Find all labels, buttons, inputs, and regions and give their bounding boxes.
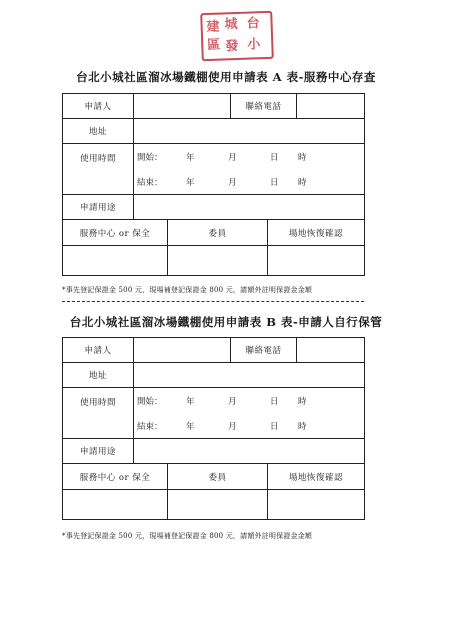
purpose-label: 申請用途 [63,195,134,220]
signoff-header-row [63,220,365,246]
hour-label: 時 [298,153,307,163]
restore-sign-field[interactable] [268,246,365,276]
signoff-row [63,490,365,520]
signoff-row [63,246,365,276]
start-line [134,388,364,413]
deposit-note: *事先登記保證金 500 元，現場補登記保證金 800 元，請額外註明保證金金額 [62,532,313,540]
hour-label: 時 [298,178,307,188]
start-label: 開始： [137,153,163,163]
service-label: 服務中心 or 保全 [63,220,168,246]
purpose-field[interactable] [134,195,365,220]
committee-label: 委員 [168,464,268,490]
applicant-label: 申請人 [63,338,134,363]
usage-time-field[interactable] [134,388,365,439]
address-label: 地址 [63,363,134,388]
usage-time-field[interactable] [134,144,365,195]
applicant-row [63,94,365,119]
phone-field[interactable] [297,94,365,119]
cut-line [62,301,364,302]
purpose-field[interactable] [134,439,365,464]
usage-time-row [63,144,365,195]
form-a-title: 台北小城社區溜冰場鐵棚使用申請表 A 表-服務中心存查 [76,70,376,84]
applicant-row [63,338,365,363]
deposit-note: *事先登記保證金 500 元，現場補登記保證金 800 元，請額外註明保證金金額 [62,286,313,294]
applicant-label: 申請人 [63,94,134,119]
end-line [134,413,364,438]
phone-label: 聯絡電話 [231,94,297,119]
usage-time-row [63,388,365,439]
address-field[interactable] [134,119,365,144]
committee-label: 委員 [168,220,268,246]
committee-sign-field[interactable] [168,490,268,520]
year-label: 年 [186,422,195,432]
service-sign-field[interactable] [63,246,168,276]
day-label: 日 [270,397,279,407]
start-label: 開始： [137,397,163,407]
hour-label: 時 [298,397,307,407]
committee-sign-field[interactable] [168,246,268,276]
applicant-field[interactable] [134,94,231,119]
service-sign-field[interactable] [63,490,168,520]
form-a-table [62,93,365,276]
month-label: 月 [228,397,237,407]
form-b-table [62,337,365,520]
address-label: 地址 [63,119,134,144]
usage-time-label: 使用時間 [63,388,134,439]
restore-label: 場地恢復確認 [268,464,365,490]
year-label: 年 [186,397,195,407]
address-field[interactable] [134,363,365,388]
day-label: 日 [270,153,279,163]
restore-sign-field[interactable] [268,490,365,520]
phone-label: 聯絡電話 [231,338,297,363]
end-label: 結束： [137,422,163,432]
year-label: 年 [186,153,195,163]
form-b-title: 台北小城社區溜冰場鐵棚使用申請表 B 表-申請人自行保管 [69,315,383,329]
restore-label: 場地恢復確認 [268,220,365,246]
year-label: 年 [186,178,195,188]
end-label: 結束： [137,178,163,188]
address-row [63,363,365,388]
purpose-row [63,439,365,464]
start-line [134,144,364,169]
day-label: 日 [270,178,279,188]
month-label: 月 [228,153,237,163]
service-label: 服務中心 or 保全 [63,464,168,490]
month-label: 月 [228,422,237,432]
applicant-field[interactable] [134,338,231,363]
day-label: 日 [270,422,279,432]
purpose-row [63,195,365,220]
usage-time-label: 使用時間 [63,144,134,195]
phone-field[interactable] [297,338,365,363]
signoff-header-row [63,464,365,490]
month-label: 月 [228,178,237,188]
hour-label: 時 [298,422,307,432]
seal-stamp: 建 城 台 區 發 小 [200,11,274,61]
end-line [134,169,364,194]
address-row [63,119,365,144]
purpose-label: 申請用途 [63,439,134,464]
